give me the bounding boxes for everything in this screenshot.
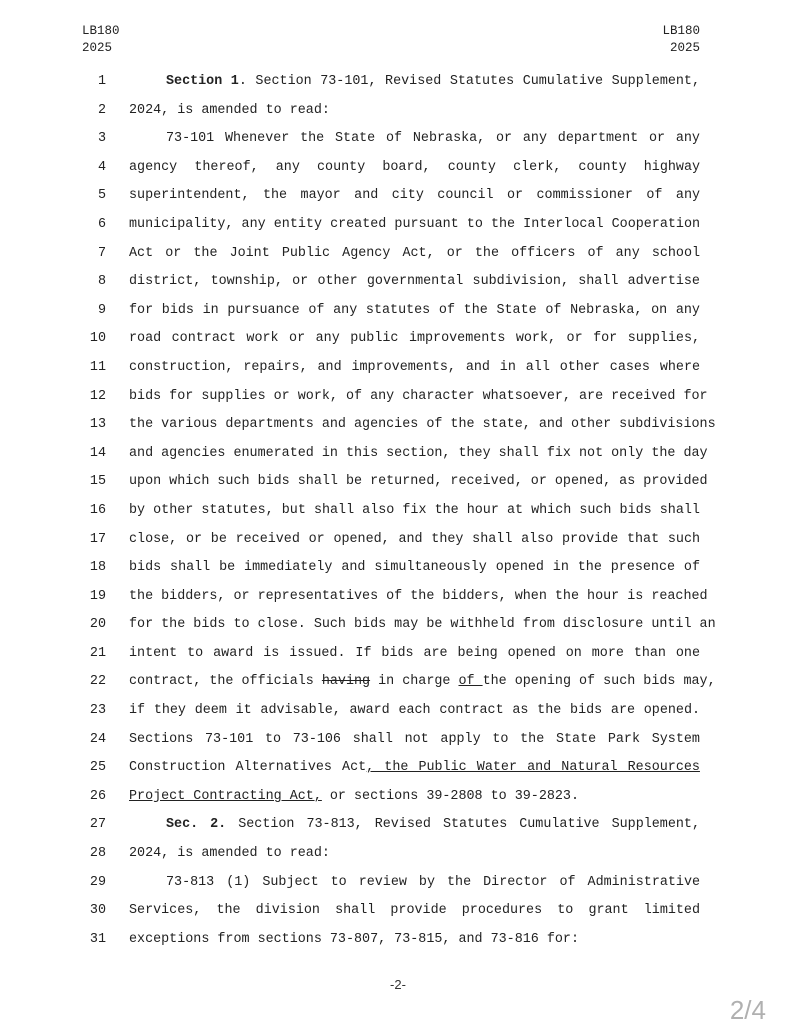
line-text <box>129 411 716 440</box>
text-line <box>0 354 796 383</box>
text-run: bids shall be immediately and simultaneously opened in the presence of <box>129 560 700 576</box>
line-number: 15 <box>89 474 106 490</box>
text-run: upon which such bids shall be returned, received, or opened, as provided <box>129 474 708 490</box>
inserted-text: , the Public Water and Natural Resources <box>366 760 700 776</box>
line-number: 7 <box>97 245 106 261</box>
text-line <box>0 297 796 326</box>
line-text <box>129 554 700 583</box>
text-line <box>0 154 796 183</box>
text-run: 73-813 (1) Subject to review by the Director of Administrative <box>166 874 701 890</box>
text-run: 2024, is amended to read: <box>129 102 330 118</box>
text-line <box>0 526 796 555</box>
line-text <box>129 811 700 840</box>
text-line <box>0 383 796 412</box>
text-run: contract, the officials <box>129 674 322 690</box>
text-run: Section 73-813, Revised Statutes Cumulative Supplement, <box>226 817 700 833</box>
text-line <box>0 554 796 583</box>
text-run: and agencies enumerated in this section, they shall fix not only the day <box>129 445 708 461</box>
line-number: 24 <box>89 731 106 747</box>
text-line <box>0 68 796 97</box>
text-line <box>0 611 796 640</box>
line-text <box>129 68 700 97</box>
text-line <box>0 726 796 755</box>
text-line <box>0 869 796 898</box>
line-text <box>129 468 708 497</box>
text-run: exceptions from sections 73-807, 73-815, and 73-816 for: <box>129 931 579 947</box>
text-run: the opening of such bids may, <box>482 674 716 690</box>
text-run: superintendent, the mayor and city council or commissioner of any <box>129 188 701 204</box>
line-text <box>129 497 700 526</box>
line-number: 11 <box>89 359 106 375</box>
line-text <box>129 125 700 154</box>
line-number: 10 <box>89 331 106 347</box>
line-text <box>129 611 716 640</box>
text-line <box>0 640 796 669</box>
line-number: 29 <box>89 874 106 890</box>
text-line <box>0 668 796 697</box>
line-number: 1 <box>97 74 106 89</box>
text-line <box>0 97 796 126</box>
text-run: bids for supplies or work, of any character whatsoever, are received for <box>129 388 708 404</box>
line-number: 27 <box>89 817 106 833</box>
viewer-page-indicator: 2/4 <box>729 995 766 1025</box>
line-text <box>129 583 708 612</box>
text-run: 73-101 Whenever the State of Nebraska, or any department or any <box>166 131 700 147</box>
line-number: 17 <box>89 531 106 547</box>
text-line <box>0 783 796 812</box>
text-line <box>0 583 796 612</box>
text-run: if they deem it advisable, award each contract as the bids are opened. <box>129 703 701 719</box>
line-number: 19 <box>89 588 106 604</box>
line-number: 26 <box>89 788 106 804</box>
line-text <box>129 354 700 383</box>
line-text <box>129 211 700 240</box>
line-text <box>129 640 700 669</box>
text-run: Sections 73-101 to 73-106 shall not apply to the State Park System <box>129 731 700 747</box>
line-text <box>129 297 700 326</box>
bill-number: LB180 <box>662 24 700 38</box>
bill-year: 2025 <box>82 41 113 55</box>
line-number: 2 <box>97 102 106 118</box>
text-run: Construction Alternatives Act <box>129 760 367 776</box>
text-run: intent to award is issued. If bids are being opened on more than one <box>129 645 700 661</box>
text-line <box>0 411 796 440</box>
text-run: construction, repairs, and improvements, and in all other cases where <box>129 359 701 375</box>
text-line <box>0 325 796 354</box>
text-line <box>0 268 796 297</box>
line-number: 8 <box>97 274 106 290</box>
text-run: agency thereof, any county board, county clerk, county highway <box>129 159 701 175</box>
line-number: 13 <box>89 417 106 433</box>
line-text <box>129 726 700 755</box>
line-number: 18 <box>89 560 106 576</box>
line-text <box>129 240 700 269</box>
inserted-text: Project Contracting Act, <box>129 788 322 804</box>
line-text <box>129 325 700 354</box>
line-number: 20 <box>89 617 106 633</box>
text-line <box>0 840 796 869</box>
line-text <box>129 383 708 412</box>
text-line <box>0 182 796 211</box>
line-text <box>129 897 700 926</box>
line-number: 12 <box>89 388 106 404</box>
section-heading: Section 1 <box>166 74 239 89</box>
line-number: 3 <box>97 131 106 147</box>
line-text <box>129 697 700 726</box>
text-run: for the bids to close. Such bids may be withheld from disclosure until an <box>129 617 716 633</box>
line-text <box>129 754 700 783</box>
text-run: Act or the Joint Public Agency Act, or the officers of any school <box>129 245 701 261</box>
line-text <box>129 926 579 955</box>
line-text <box>129 668 716 697</box>
text-run: by other statutes, but shall also fix the hour at which such bids shall <box>129 502 700 518</box>
line-number: 22 <box>89 674 106 690</box>
text-line <box>0 468 796 497</box>
bill-text-body <box>0 68 796 954</box>
text-run: the various departments and agencies of the state, and other subdivisions <box>129 417 716 433</box>
text-run: close, or be received or opened, and they shall also provide that such <box>129 531 701 547</box>
text-run: for bids in pursuance of any statutes of the State of Nebraska, on any <box>129 302 700 318</box>
header-right <box>662 23 700 57</box>
line-text <box>129 840 330 869</box>
text-run: district, township, or other governmental subdivision, shall advertise <box>129 274 700 290</box>
text-run: in charge <box>370 674 459 690</box>
line-number: 6 <box>97 216 106 232</box>
text-line <box>0 211 796 240</box>
bill-year: 2025 <box>669 41 700 55</box>
text-line <box>0 240 796 269</box>
line-number: 16 <box>89 502 106 518</box>
struck-text: having <box>321 674 371 690</box>
line-number: 30 <box>89 903 106 919</box>
line-number: 25 <box>89 760 106 776</box>
line-text <box>129 97 330 126</box>
page-number: -2- <box>390 977 406 992</box>
line-number: 5 <box>97 188 106 204</box>
line-text <box>129 526 700 555</box>
inserted-text: of <box>458 674 483 690</box>
bill-number: LB180 <box>82 24 120 38</box>
text-line <box>0 497 796 526</box>
text-run: . Section 73-101, Revised Statutes Cumulative Supplement, <box>238 74 700 89</box>
text-run: municipality, any entity created pursuant to the Interlocal Cooperation <box>129 216 701 232</box>
text-line <box>0 926 796 955</box>
line-number: 21 <box>89 645 106 661</box>
line-text <box>129 182 700 211</box>
line-text <box>129 869 700 898</box>
section-heading: Sec. 2. <box>166 817 227 833</box>
text-line <box>0 754 796 783</box>
text-line <box>0 440 796 469</box>
line-number: 14 <box>89 445 106 461</box>
line-number: 28 <box>89 846 106 862</box>
text-run: the bidders, or representatives of the bidders, when the hour is reached <box>129 588 708 604</box>
line-number: 4 <box>97 159 106 175</box>
line-text <box>129 268 700 297</box>
line-number: 31 <box>89 931 106 947</box>
text-line <box>0 125 796 154</box>
text-run: road contract work or any public improvements work, or for supplies, <box>129 331 701 347</box>
text-run: Services, the division shall provide procedures to grant limited <box>129 903 701 919</box>
text-run: or sections 39-2808 to 39-2823. <box>321 788 580 804</box>
text-line <box>0 811 796 840</box>
line-text <box>129 783 579 812</box>
header-left <box>82 23 120 57</box>
line-text <box>129 440 708 469</box>
text-run: 2024, is amended to read: <box>129 846 330 862</box>
line-number: 23 <box>89 703 106 719</box>
text-line <box>0 697 796 726</box>
line-number: 9 <box>97 302 106 318</box>
line-text <box>129 154 700 183</box>
text-line <box>0 897 796 926</box>
